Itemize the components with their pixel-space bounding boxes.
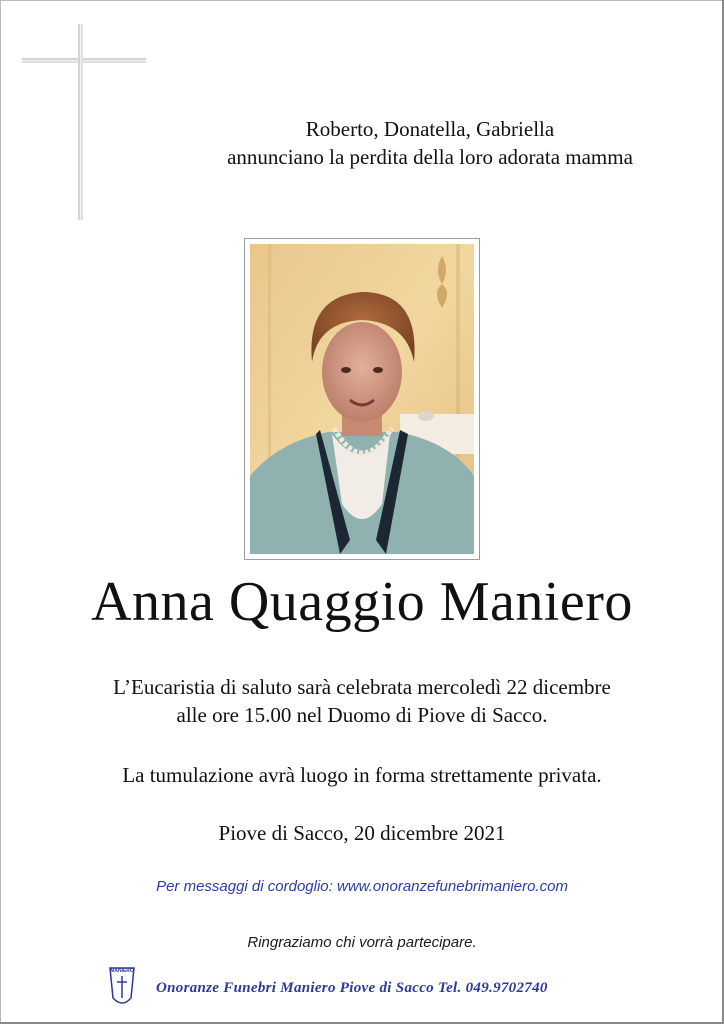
deceased-name: Anna Quaggio Maniero	[91, 571, 633, 633]
logo-text: MANIERO	[110, 968, 134, 974]
ceremony-line-2: alle ore 15.00 nel Duomo di Piove di Sacco.	[176, 703, 548, 727]
portrait-frame	[244, 238, 480, 560]
burial-notice: La tumulazione avrà luogo in forma strettamente privata.	[122, 763, 602, 787]
thanks-text: Ringraziamo chi vorrà partecipare.	[247, 934, 477, 951]
ceremony-line-1: L’Eucaristia di saluto sarà celebrata mercoledì 22 dicembre	[113, 675, 611, 699]
place-date: Piove di Sacco, 20 dicembre 2021	[218, 821, 506, 845]
announcement-line-2: annunciano la perdita della loro adorata mamma	[227, 145, 633, 169]
company-logo	[106, 966, 138, 1010]
footer-company: Onoranze Funebri Maniero Piove di Sacco Tel. 049.9702740	[156, 980, 548, 996]
cross-icon	[22, 24, 146, 220]
condolences-link[interactable]: Per messaggi di cordoglio: www.onoranzefunebrimaniero.com	[156, 878, 568, 895]
portrait-photo	[250, 244, 474, 554]
announcement-line-1: Roberto, Donatella, Gabriella	[305, 117, 555, 141]
